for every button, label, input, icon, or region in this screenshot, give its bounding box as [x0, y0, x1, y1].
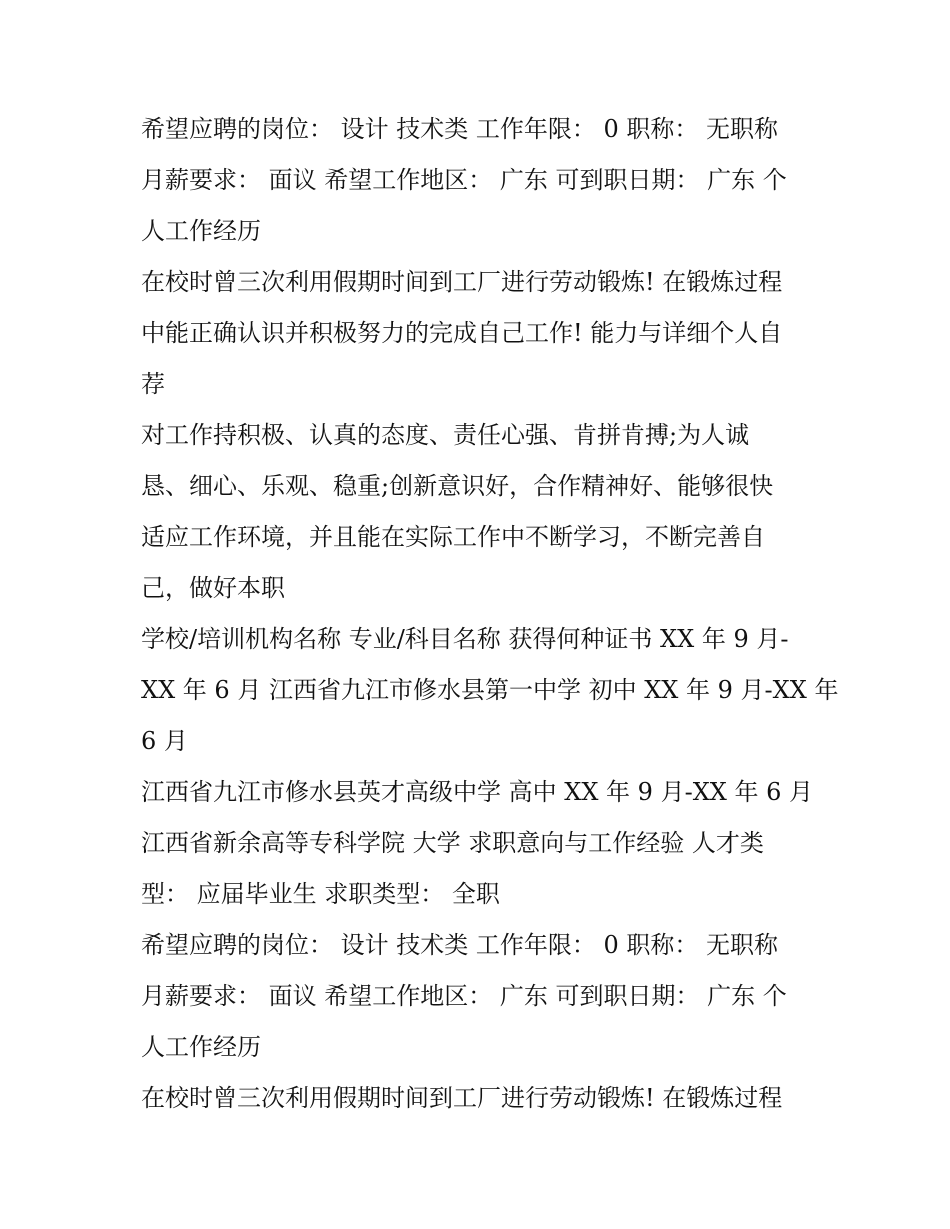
text-line: 人工作经历 — [141, 1033, 261, 1061]
text-line: 型： 应届毕业生 求职类型： 全职 — [141, 880, 500, 908]
text-line: 学校/培训机构名称 专业/科目名称 获得何种证书 XX 年 9 月- — [141, 625, 789, 653]
text-line: 月薪要求： 面议 希望工作地区： 广东 可到职日期： 广东 个 — [141, 166, 787, 194]
text-line: 适应工作环境，并且能在实际工作中不断学习，不断完善自 — [141, 523, 765, 551]
text-line: 6 月 — [141, 727, 188, 755]
text-line: 中能正确认识并积极努力的完成自己工作! 能力与详细个人自 — [141, 319, 783, 347]
text-line: 希望应聘的岗位： 设计 技术类 工作年限： 0 职称： 无职称 — [141, 115, 779, 143]
text-line: 希望应聘的岗位： 设计 技术类 工作年限： 0 职称： 无职称 — [141, 931, 779, 959]
text-line: 江西省九江市修水县英才高级中学 高中 XX 年 9 月-XX 年 6 月 — [141, 778, 814, 806]
text-line: 在校时曾三次利用假期时间到工厂进行劳动锻炼! 在锻炼过程 — [141, 268, 783, 296]
text-line: 己，做好本职 — [141, 574, 285, 602]
text-line: 在校时曾三次利用假期时间到工厂进行劳动锻炼! 在锻炼过程 — [141, 1084, 783, 1112]
document-body — [141, 104, 839, 1124]
text-line: XX 年 6 月 江西省九江市修水县第一中学 初中 XX 年 9 月-XX 年 — [141, 676, 839, 704]
text-line: 恳、细心、乐观、稳重;创新意识好，合作精神好、能够很快 — [141, 472, 774, 500]
text-line: 人工作经历 — [141, 217, 261, 245]
text-line: 对工作持积极、认真的态度、责任心强、肯拼肯搏;为人诚 — [141, 421, 750, 449]
text-line: 荐 — [141, 370, 165, 398]
text-line: 江西省新余高等专科学院 大学 求职意向与工作经验 人才类 — [141, 829, 764, 857]
text-line: 月薪要求： 面议 希望工作地区： 广东 可到职日期： 广东 个 — [141, 982, 787, 1010]
